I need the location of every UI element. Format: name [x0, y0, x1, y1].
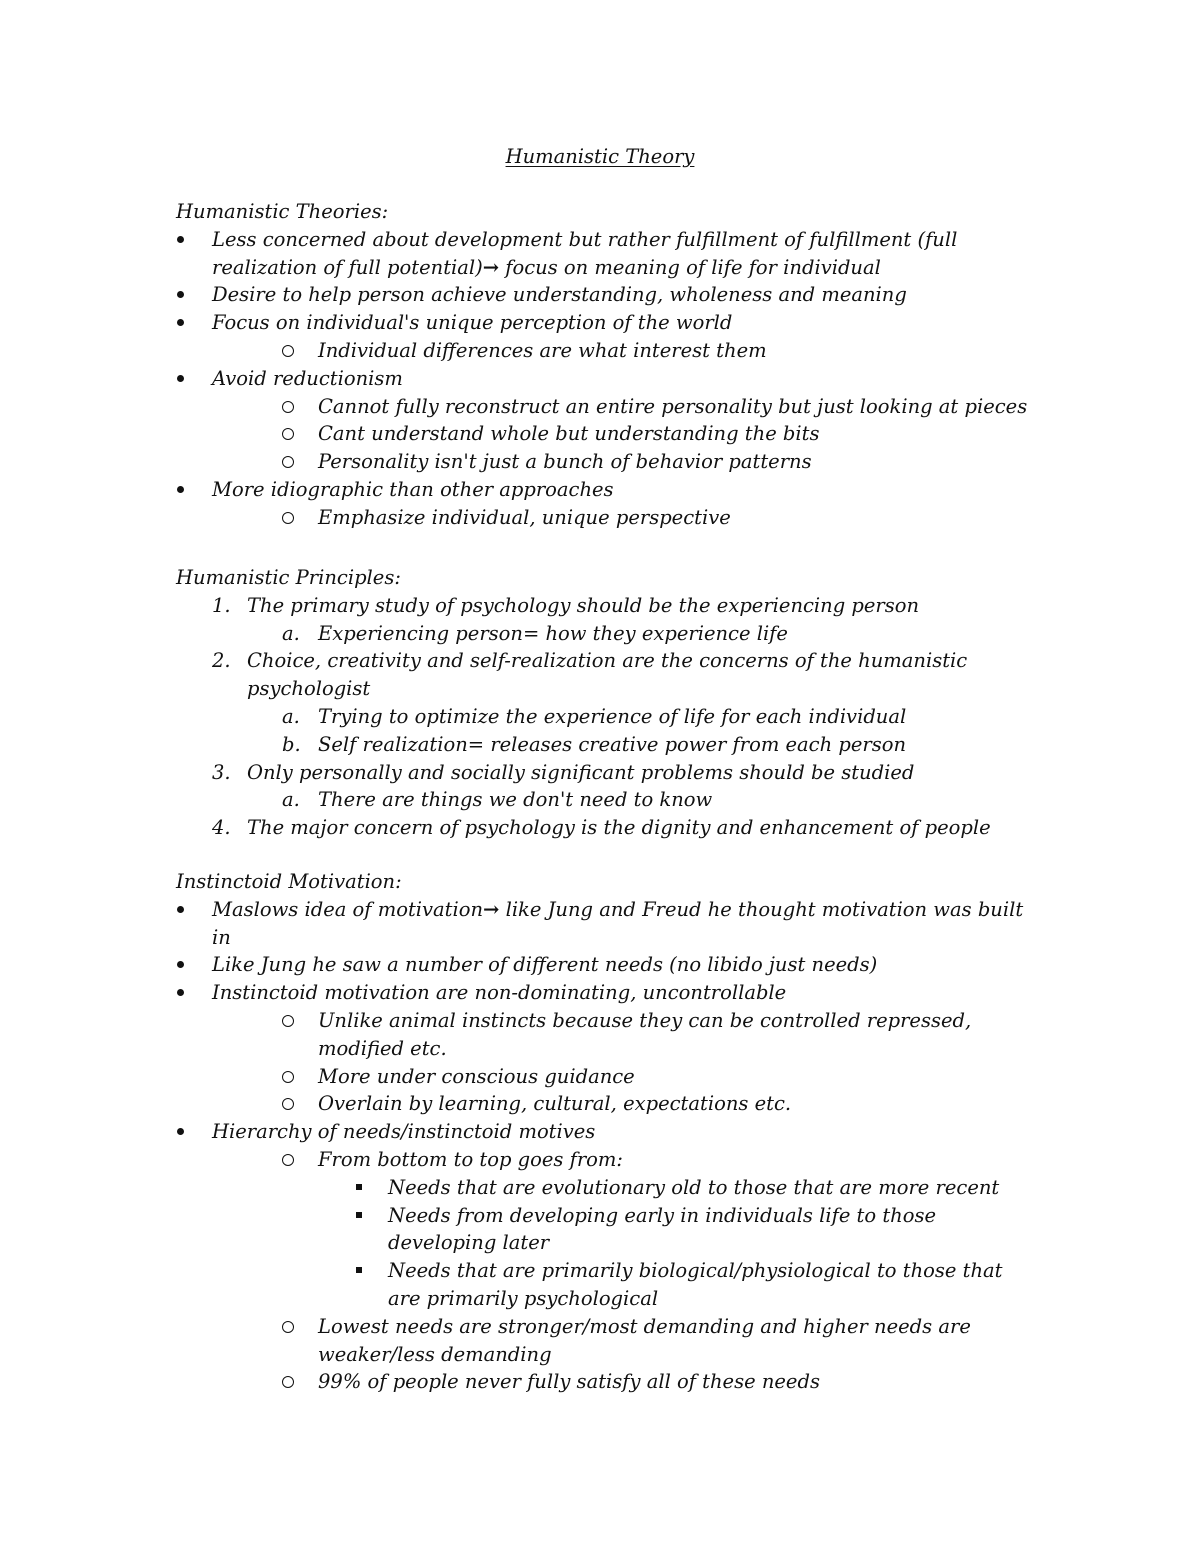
- sub-list-item: Personality isn't just a bunch of behavior patterns: [176, 448, 1036, 476]
- list-item: Less concerned about development but rather fulfillment of fulfillment (full realization of full potential)→ focus on meaning of life for individual: [176, 226, 1036, 282]
- sub-list-item: Lowest needs are stronger/most demanding and higher needs are weaker/less demanding: [176, 1313, 1036, 1369]
- circle-bullet-icon: [282, 1154, 294, 1166]
- circle-bullet-icon: [282, 1098, 294, 1110]
- section-heading: Instinctoid Motivation:: [176, 870, 402, 893]
- list-item: Hierarchy of needs/instinctoid motives: [176, 1118, 1036, 1146]
- circle-bullet-icon: [282, 1015, 294, 1027]
- sub-sub-list-item: Needs that are evolutionary old to those that are more recent: [176, 1174, 1036, 1202]
- sub-list-item: a. Experiencing person= how they experience life: [282, 621, 788, 645]
- sub-list-item: b. Self realization= releases creative power from each person: [282, 732, 907, 756]
- sub-list-item: Individual differences are what interest them: [176, 337, 1036, 365]
- sub-list-item: 99% of people never fully satisfy all of these needs: [176, 1368, 1036, 1396]
- section-heading: Humanistic Principles:: [176, 566, 401, 589]
- sub-list-item: Overlain by learning, cultural, expectations etc.: [176, 1090, 1036, 1118]
- bullet-icon: [177, 319, 184, 326]
- section-instinctoid-motivation: [176, 868, 1036, 1396]
- circle-bullet-icon: [282, 428, 294, 440]
- list-item: 4. The major concern of psychology is the dignity and enhancement of people: [212, 816, 991, 840]
- bullet-icon: [177, 906, 184, 913]
- bullet-icon: [177, 236, 184, 243]
- sub-list-item: Cant understand whole but understanding the bits: [176, 420, 1036, 448]
- list-item: Desire to help person achieve understanding, wholeness and meaning: [176, 281, 1036, 309]
- list-item: Instinctoid motivation are non-dominating, uncontrollable: [176, 979, 1036, 1007]
- circle-bullet-icon: [282, 456, 294, 468]
- list-item: 1. The primary study of psychology should be the experiencing person: [212, 593, 920, 617]
- sub-sub-list-item: Needs from developing early in individuals life to those developing later: [176, 1202, 1036, 1258]
- circle-bullet-icon: [282, 345, 294, 357]
- list-item: Maslows idea of motivation→ like Jung and Freud he thought motivation was built in: [176, 896, 1036, 952]
- square-bullet-icon: [356, 1267, 362, 1273]
- sub-list-item: More under conscious guidance: [176, 1063, 1036, 1091]
- bullet-icon: [177, 291, 184, 298]
- section-humanistic-theories: [176, 198, 1036, 532]
- sub-list-item: Cannot fully reconstruct an entire personality but just looking at pieces: [176, 393, 1036, 421]
- arrow-icon: →: [482, 255, 500, 279]
- sub-sub-list-item: Needs that are primarily biological/physiological to those that are primarily psychological: [176, 1257, 1036, 1313]
- square-bullet-icon: [356, 1184, 362, 1190]
- bullet-list: [176, 896, 1036, 1396]
- list-item: Like Jung he saw a number of different needs (no libido just needs): [176, 951, 1036, 979]
- circle-bullet-icon: [282, 1071, 294, 1083]
- circle-bullet-icon: [282, 1321, 294, 1333]
- sub-list-item: a. There are things we don't need to know: [282, 788, 713, 812]
- sub-list-item: From bottom to top goes from:: [176, 1146, 1036, 1174]
- circle-bullet-icon: [282, 1376, 294, 1388]
- section-humanistic-principles: [176, 564, 1036, 842]
- sub-list-item: Unlike animal instincts because they can be controlled repressed, modified etc.: [176, 1007, 1036, 1063]
- page-title: Humanistic Theory: [505, 145, 695, 168]
- circle-bullet-icon: [282, 401, 294, 413]
- arrow-icon: →: [483, 897, 500, 921]
- bullet-list: [176, 226, 1036, 532]
- bullet-icon: [177, 989, 184, 996]
- list-item: 2. Choice, creativity and self-realization are the concerns of the humanistic psychologist: [212, 649, 968, 701]
- list-item: Avoid reductionism: [176, 365, 1036, 393]
- section-heading: Humanistic Theories:: [176, 200, 389, 223]
- list-item: 3. Only personally and socially significant problems should be studied: [212, 760, 915, 784]
- bullet-icon: [177, 1128, 184, 1135]
- square-bullet-icon: [356, 1212, 362, 1218]
- bullet-icon: [177, 375, 184, 382]
- circle-bullet-icon: [282, 512, 294, 524]
- sub-list-item: Emphasize individual, unique perspective: [176, 504, 1036, 532]
- numbered-list: [176, 592, 1036, 842]
- sub-list-item: a. Trying to optimize the experience of life for each individual: [282, 704, 907, 728]
- bullet-icon: [177, 486, 184, 493]
- list-item: Focus on individual's unique perception of the world: [176, 309, 1036, 337]
- bullet-icon: [177, 961, 184, 968]
- list-item: More idiographic than other approaches: [176, 476, 1036, 504]
